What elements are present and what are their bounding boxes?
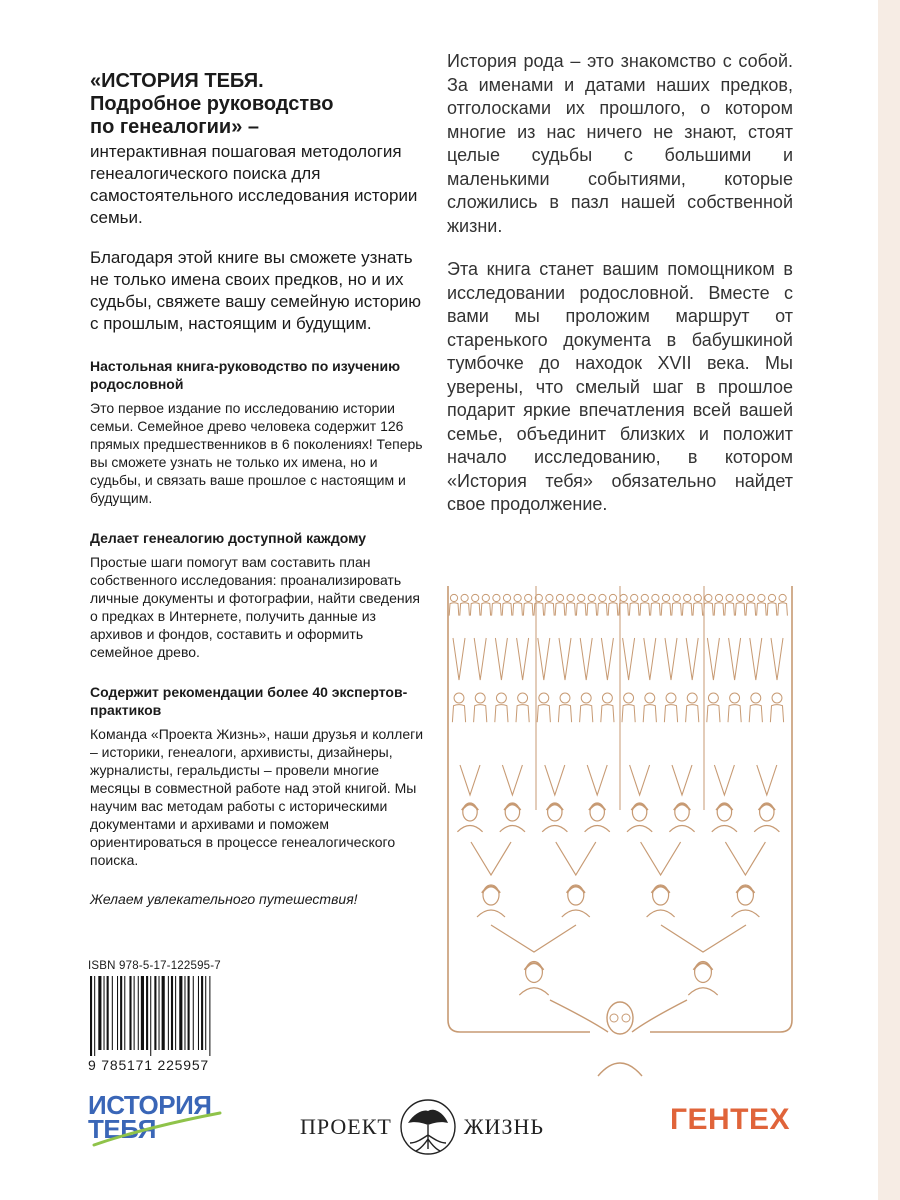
ancestor-gen4-6-hair bbox=[674, 804, 690, 810]
lead-paragraph-2: Благодаря этой книге вы сможете узнать не только имена своих предков, но и их судьбы, свяжете вашу семейную историю с прошлым, настоящим и будущим. bbox=[90, 248, 422, 333]
ancestor-gen6-12-head bbox=[567, 594, 574, 601]
ancestor-gen5-2-body bbox=[474, 705, 487, 723]
barcode-bar bbox=[184, 976, 185, 1050]
ancestor-gen5-15-body bbox=[749, 705, 762, 723]
barcode-bar bbox=[146, 976, 148, 1050]
section-3-body: Команда «Проекта Жизнь», наши друзья и коллеги – историки, генеалоги, архивисты, дизайнеры, журналисты, геральдисты – провели многие месяцы в совместной работе над этой книгой. Мы научим вас методам работы с историческими документами и архивами и поможем ориентироваться в процессе генеалогического поиска. bbox=[90, 726, 424, 868]
ancestor-gen6-4-body bbox=[481, 603, 491, 616]
parent-father-shoulders bbox=[688, 988, 717, 995]
parent-father-hair bbox=[694, 963, 713, 970]
ancestor-gen6-4-head bbox=[482, 594, 489, 601]
connector-gen6-9 bbox=[623, 638, 635, 680]
ancestor-gen6-11-body bbox=[555, 603, 565, 616]
ancestor-gen5-12-head bbox=[687, 693, 697, 703]
ancestor-gen6-19-body bbox=[640, 603, 650, 616]
ancestor-gen5-12-body bbox=[686, 705, 699, 723]
ancestor-gen6-5-body bbox=[492, 603, 502, 616]
ancestor-gen4-2-shoulders bbox=[500, 826, 525, 832]
ancestor-gen6-25-head bbox=[705, 594, 712, 601]
ancestor-gen6-13-head bbox=[578, 594, 585, 601]
ancestor-gen6-3-head bbox=[472, 594, 479, 601]
connector-gen3-left bbox=[491, 925, 576, 952]
ancestor-gen6-5-head bbox=[493, 594, 500, 601]
ancestor-gen6-18-head bbox=[631, 594, 638, 601]
ancestor-gen5-14-body bbox=[728, 705, 741, 723]
ancestor-gen5-6-head bbox=[560, 693, 570, 703]
barcode-bar bbox=[198, 976, 199, 1050]
connector-gen5-4 bbox=[587, 765, 607, 795]
ancestor-gen5-6-body bbox=[558, 705, 571, 723]
connector-gen6-15 bbox=[750, 638, 762, 680]
ancestor-gen4-4-hair bbox=[589, 804, 605, 810]
ancestor-gen6-8-body bbox=[523, 603, 533, 616]
connector-gen6-5 bbox=[538, 638, 550, 680]
headline-line-1: «ИСТОРИЯ ТЕБЯ. bbox=[90, 70, 264, 92]
ancestor-gen6-8-head bbox=[525, 594, 532, 601]
tree-roots-icon bbox=[396, 1097, 460, 1157]
ancestor-gen6-30-head bbox=[758, 594, 765, 601]
ancestor-gen6-28-body bbox=[735, 603, 745, 616]
ancestor-gen6-10-body bbox=[545, 603, 555, 616]
ancestor-gen6-32-body bbox=[778, 603, 788, 616]
barcode-bar bbox=[150, 976, 151, 1056]
ancestor-gen6-27-body bbox=[725, 603, 735, 616]
ancestor-gen6-30-body bbox=[757, 603, 767, 616]
ancestor-gen6-32-head bbox=[779, 594, 786, 601]
connector-gen6-12 bbox=[686, 638, 698, 680]
istoriya-logo-line-2: ТЕБЯ bbox=[88, 1114, 156, 1144]
ancestor-gen5-7-head bbox=[581, 693, 591, 703]
ancestor-gen4-3-hair bbox=[547, 804, 563, 810]
family-tree-drawing bbox=[440, 580, 800, 1080]
ancestor-gen6-27-head bbox=[726, 594, 733, 601]
ancestor-gen5-8-body bbox=[601, 705, 614, 723]
ancestor-gen6-26-body bbox=[714, 603, 724, 616]
ancestor-gen6-31-head bbox=[768, 594, 775, 601]
cover-edge-strip bbox=[878, 0, 900, 1200]
connector-father-child bbox=[632, 1000, 687, 1032]
isbn-block bbox=[88, 960, 238, 1073]
proekt-zhizn-logo bbox=[300, 1097, 590, 1157]
ancestor-gen6-10-head bbox=[546, 594, 553, 601]
connector-gen5-8 bbox=[757, 765, 777, 795]
child-face bbox=[607, 1002, 633, 1034]
ancestor-gen4-5-shoulders bbox=[627, 826, 652, 832]
ancestor-gen6-12-body bbox=[566, 603, 576, 616]
barcode-bar bbox=[209, 976, 210, 1056]
ancestor-gen5-9-body bbox=[622, 705, 635, 723]
ancestor-gen6-21-body bbox=[661, 603, 671, 616]
barcode-bar bbox=[117, 976, 118, 1050]
ancestor-gen6-22-head bbox=[673, 594, 680, 601]
istoriya-tebya-logo bbox=[88, 1090, 228, 1163]
ancestor-gen5-5-head bbox=[539, 693, 549, 703]
barcode-bar bbox=[205, 976, 206, 1050]
connector-gen5-6 bbox=[672, 765, 692, 795]
connector-gen6-8 bbox=[601, 638, 613, 680]
connector-gen6-1 bbox=[453, 638, 465, 680]
section-2-heading: Делает генеалогию доступной каждому bbox=[90, 530, 367, 546]
ancestor-gen4-7-shoulders bbox=[712, 826, 737, 832]
barcode-bar bbox=[154, 976, 156, 1050]
ancestor-gen5-1-body bbox=[452, 705, 465, 723]
barcode-bar bbox=[98, 976, 101, 1050]
connector-gen5-7 bbox=[714, 765, 734, 795]
connector-gen6-14 bbox=[729, 638, 741, 680]
ancestor-gen6-7-body bbox=[513, 603, 523, 616]
connector-gen6-10 bbox=[644, 638, 656, 680]
ancestor-gen6-6-body bbox=[502, 603, 512, 616]
ancestor-gen6-17-head bbox=[620, 594, 627, 601]
barcode-bar bbox=[162, 976, 165, 1050]
ancestor-gen5-1-head bbox=[454, 693, 464, 703]
right-paragraph-1: История рода – это знакомство с собой. За именами и датами наших предков, отголосками их прошлого, о котором многие из нас ничего не знают, стоят целые судьбы с большими и маленькими событиями, которые сложились в пазл нашей собственной жизни. bbox=[447, 51, 793, 236]
ancestor-gen4-8-shoulders bbox=[754, 826, 779, 832]
barcode-bar bbox=[188, 976, 190, 1050]
ancestor-gen6-22-body bbox=[672, 603, 682, 616]
connector-gen6-16 bbox=[771, 638, 783, 680]
right-paragraph-2: Эта книга станет вашим помощником в исследовании родословной. Вместе с вами мы проложим маршрут от старенького документа в бабушкиной тумбочке до находок XVII века. Мы уверены, что смелый шаг в прошлое подарит яркие впечатления всей вашей семье, объединит близких и положит начало исследованию, в котором «История тебя» обязательно найдет свое продолжение. bbox=[447, 259, 793, 514]
section-3-heading: Содержит рекомендации более 40 экспертов-практиков bbox=[90, 684, 408, 718]
barcode-bar bbox=[171, 976, 173, 1050]
isbn-digits: 9 785171 225957 bbox=[88, 1057, 209, 1073]
ancestor-gen3-2-shoulders bbox=[562, 910, 590, 917]
barcode bbox=[88, 976, 238, 1056]
ancestor-gen4-1-hair bbox=[462, 804, 478, 810]
ancestor-gen6-15-head bbox=[599, 594, 606, 601]
ancestor-gen3-4-hair bbox=[736, 887, 754, 894]
barcode-bar bbox=[129, 976, 131, 1050]
barcode-bar bbox=[175, 976, 176, 1050]
connector-mother-child bbox=[550, 1000, 608, 1032]
ancestor-gen6-11-head bbox=[556, 594, 563, 601]
ancestor-gen3-2-hair bbox=[567, 887, 585, 894]
barcode-bar bbox=[141, 976, 144, 1050]
ancestor-gen6-28-head bbox=[737, 594, 744, 601]
ancestor-gen5-13-body bbox=[707, 705, 720, 723]
ancestor-gen6-24-head bbox=[694, 594, 701, 601]
ancestor-gen5-3-head bbox=[496, 693, 506, 703]
barcode-bar bbox=[138, 976, 139, 1050]
child-shoulders bbox=[598, 1063, 642, 1076]
ancestor-gen6-26-head bbox=[715, 594, 722, 601]
connector-gen4-2 bbox=[556, 842, 596, 875]
connector-gen6-7 bbox=[580, 638, 592, 680]
ancestor-gen6-20-head bbox=[652, 594, 659, 601]
ancestor-gen6-13-body bbox=[576, 603, 586, 616]
ancestor-gen6-29-head bbox=[747, 594, 754, 601]
ancestor-gen5-16-head bbox=[772, 693, 782, 703]
ancestor-gen5-11-head bbox=[666, 693, 676, 703]
ancestor-gen6-2-body bbox=[460, 603, 470, 616]
headline-line-3: по генеалогии» – bbox=[90, 116, 260, 138]
ancestor-gen3-1-shoulders bbox=[477, 910, 505, 917]
ancestor-gen6-18-body bbox=[629, 603, 639, 616]
ancestor-gen5-15-head bbox=[751, 693, 761, 703]
barcode-bar bbox=[159, 976, 160, 1050]
proekt-logo-right: ЖИЗНЬ bbox=[463, 1114, 544, 1139]
connector-gen4-1 bbox=[471, 842, 511, 875]
barcode-bar bbox=[90, 976, 92, 1056]
connector-gen3-right bbox=[661, 925, 746, 952]
barcode-bar bbox=[134, 976, 135, 1050]
lead-paragraph-1: интерактивная пошаговая методология генеалогического поиска для самостоятельного исследования истории семьи. bbox=[90, 142, 418, 227]
connector-gen5-1 bbox=[460, 765, 480, 795]
section-2-body: Простые шаги помогут вам составить план собственного исследования: проанализировать личные документы и фотографии, найти сведения о предках в Интернете, получить данные из архивов и фондов, составить и оформить семейное древо. bbox=[90, 554, 421, 660]
barcode-bar bbox=[112, 976, 113, 1050]
ancestor-gen6-21-head bbox=[662, 594, 669, 601]
ancestor-gen6-14-head bbox=[588, 594, 595, 601]
barcode-bar bbox=[104, 976, 105, 1050]
parent-mother-hair bbox=[525, 963, 544, 970]
connector-gen4-4 bbox=[725, 842, 765, 875]
barcode-bar bbox=[107, 976, 109, 1050]
ancestor-gen5-10-head bbox=[645, 693, 655, 703]
proekt-logo-left: ПРОЕКТ bbox=[300, 1114, 392, 1139]
family-tree-illustration bbox=[440, 580, 800, 1080]
ancestor-gen5-8-head bbox=[602, 693, 612, 703]
tree-frame-right bbox=[650, 586, 792, 1032]
ancestor-gen4-6-shoulders bbox=[669, 826, 694, 832]
isbn-label: ISBN 978-5-17-122595-7 bbox=[88, 960, 221, 972]
ancestor-gen6-16-body bbox=[608, 603, 618, 616]
gentex-logo: ГЕНТЕХ bbox=[670, 1103, 791, 1136]
barcode-bar bbox=[193, 976, 194, 1050]
ancestor-gen4-7-hair bbox=[716, 804, 732, 810]
connector-gen6-4 bbox=[517, 638, 529, 680]
farewell-text: Желаем увлекательного путешествия! bbox=[90, 891, 358, 907]
istoriya-swoosh-icon bbox=[88, 1090, 228, 1163]
barcode-bar bbox=[124, 976, 125, 1050]
ancestor-gen6-14-body bbox=[587, 603, 597, 616]
ancestor-gen3-1-hair bbox=[482, 887, 500, 894]
ancestor-gen4-2-hair bbox=[504, 804, 520, 810]
ancestor-gen5-4-head bbox=[518, 693, 528, 703]
connector-gen6-6 bbox=[559, 638, 571, 680]
connector-gen5-2 bbox=[502, 765, 522, 795]
right-column bbox=[447, 50, 793, 517]
ancestor-gen4-5-hair bbox=[632, 804, 648, 810]
ancestor-gen6-1-body bbox=[449, 603, 459, 616]
ancestor-gen6-25-body bbox=[704, 603, 714, 616]
connector-gen6-2 bbox=[474, 638, 486, 680]
ancestor-gen6-2-head bbox=[461, 594, 468, 601]
parent-mother-shoulders bbox=[519, 988, 548, 995]
book-headline bbox=[90, 70, 430, 139]
ancestor-gen3-4-shoulders bbox=[731, 910, 759, 917]
ancestor-gen6-20-body bbox=[651, 603, 661, 616]
connector-gen6-11 bbox=[665, 638, 677, 680]
barcode-bar bbox=[201, 976, 203, 1050]
ancestor-gen6-31-body bbox=[767, 603, 777, 616]
ancestor-gen5-13-head bbox=[708, 693, 718, 703]
connector-gen6-13 bbox=[707, 638, 719, 680]
ancestor-gen6-6-head bbox=[503, 594, 510, 601]
barcode-bar bbox=[94, 976, 95, 1056]
ancestor-gen6-7-head bbox=[514, 594, 521, 601]
child-glasses-right bbox=[622, 1014, 630, 1022]
ancestor-gen6-23-head bbox=[684, 594, 691, 601]
barcode-bar bbox=[120, 976, 122, 1050]
connector-gen6-3 bbox=[495, 638, 507, 680]
ancestor-gen6-15-body bbox=[598, 603, 608, 616]
child-glasses-left bbox=[610, 1014, 618, 1022]
connector-gen4-3 bbox=[641, 842, 681, 875]
ancestor-gen6-23-body bbox=[682, 603, 692, 616]
ancestor-gen5-4-body bbox=[516, 705, 529, 723]
ancestor-gen4-8-hair bbox=[759, 804, 775, 810]
ancestor-gen6-3-body bbox=[470, 603, 480, 616]
ancestor-gen6-9-body bbox=[534, 603, 544, 616]
istoriya-logo-line-1: ИСТОРИЯ bbox=[88, 1090, 212, 1120]
ancestor-gen5-11-body bbox=[664, 705, 677, 723]
ancestor-gen5-7-body bbox=[580, 705, 593, 723]
ancestor-gen5-2-head bbox=[475, 693, 485, 703]
ancestor-gen5-16-body bbox=[770, 705, 783, 723]
barcode-bar bbox=[179, 976, 182, 1050]
connector-gen5-5 bbox=[630, 765, 650, 795]
ancestor-gen3-3-hair bbox=[652, 887, 670, 894]
ancestor-gen6-24-body bbox=[693, 603, 703, 616]
ancestor-gen3-3-shoulders bbox=[647, 910, 675, 917]
ancestor-gen6-16-head bbox=[609, 594, 616, 601]
section-1-body: Это первое издание по исследованию истории семьи. Семейное древо человека содержит 126 прямых предшественников в 6 поколениях! Теперь вы сможете узнать не только их имена, но и судьбы, и связать ваше прошлое с настоящим и будущим. bbox=[90, 400, 423, 506]
ancestor-gen4-3-shoulders bbox=[542, 826, 567, 832]
left-column bbox=[90, 70, 430, 909]
ancestor-gen4-4-shoulders bbox=[585, 826, 610, 832]
ancestor-gen5-10-body bbox=[643, 705, 656, 723]
ancestor-gen5-14-head bbox=[730, 693, 740, 703]
connector-gen5-3 bbox=[545, 765, 565, 795]
ancestor-gen6-29-body bbox=[746, 603, 756, 616]
ancestor-gen5-3-body bbox=[495, 705, 508, 723]
barcode-bar bbox=[168, 976, 169, 1050]
ancestor-gen6-1-head bbox=[450, 594, 457, 601]
ancestor-gen5-9-head bbox=[624, 693, 634, 703]
ancestor-gen4-1-shoulders bbox=[457, 826, 482, 832]
ancestor-gen5-5-body bbox=[537, 705, 550, 723]
headline-line-2: Подробное руководство bbox=[90, 93, 334, 115]
section-1-heading: Настольная книга-руководство по изучению родословной bbox=[90, 358, 401, 392]
ancestor-gen6-19-head bbox=[641, 594, 648, 601]
